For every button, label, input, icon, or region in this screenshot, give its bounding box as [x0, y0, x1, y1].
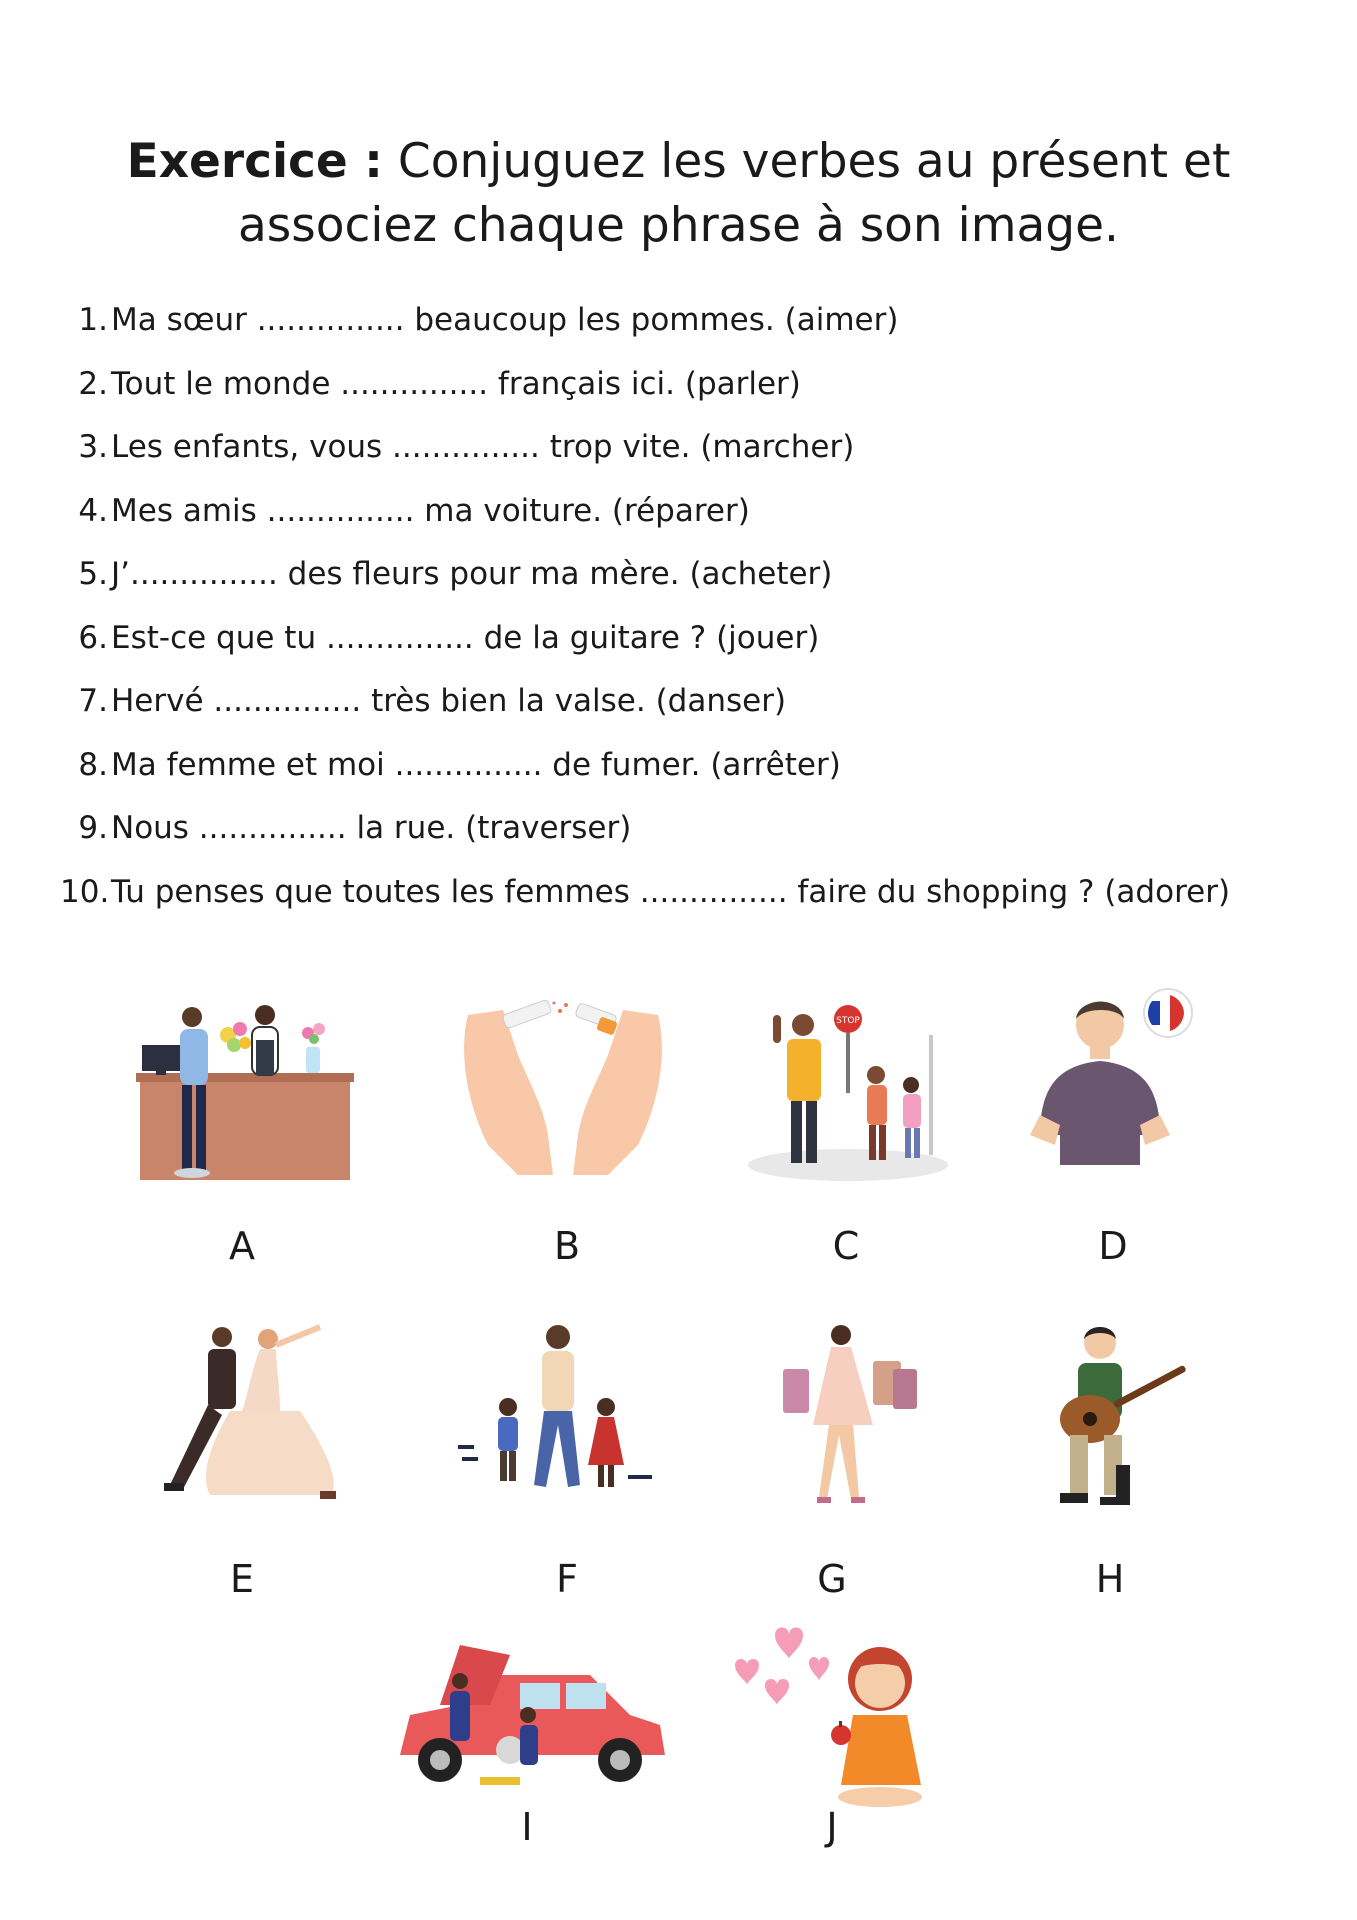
sentence-number: 10. [60, 873, 110, 910]
sentence-number: 7. [78, 683, 108, 719]
sentence-number: 1. [78, 302, 108, 338]
sentence-number: 8. [78, 746, 108, 783]
image-card-d [1000, 985, 1230, 1185]
image-card-f [448, 1315, 678, 1515]
image-card-b [448, 985, 678, 1185]
image-label-b: B [553, 1224, 581, 1268]
image-card-i [380, 1615, 670, 1815]
image-label-j: J [826, 1805, 838, 1849]
crossing-guard-illustration-icon [733, 985, 963, 1185]
exercise-label: Exercice : [126, 134, 383, 189]
sentence-text: Mes amis ............... ma voiture. (réparer) [111, 492, 750, 529]
stop-sign-text: STOP [836, 1016, 860, 1026]
sentence-item [60, 676, 1230, 740]
image-label-d: D [1098, 1224, 1128, 1268]
sentence-item [60, 486, 1230, 550]
sentence-text: J’............... des fleurs pour ma mère. (acheter) [111, 556, 833, 592]
image-label-g: G [817, 1557, 847, 1601]
family-walking-illustration-icon [448, 1315, 678, 1515]
car-repair-illustration-icon [380, 1615, 670, 1815]
sentence-number: 4. [78, 492, 108, 529]
sentence-item [60, 422, 1230, 486]
sentence-list [60, 295, 1230, 930]
sentence-item [60, 740, 1230, 804]
image-card-a [130, 985, 360, 1185]
image-card-c [733, 985, 963, 1185]
broken-cigarette-illustration-icon [448, 985, 678, 1185]
girl-with-apple-illustration-icon [725, 1615, 955, 1815]
image-label-h: H [1095, 1557, 1125, 1601]
exercise-instruction: Conjuguez les verbes au présent et associez chaque phrase à son image. [238, 134, 1231, 253]
sentence-number: 2. [78, 365, 108, 402]
flower-shop-illustration-icon [130, 985, 360, 1185]
sentence-item [60, 359, 1230, 423]
sentence-item [60, 549, 1230, 613]
image-card-g [733, 1315, 963, 1515]
guitar-player-illustration-icon [1000, 1315, 1230, 1515]
exercise-title [60, 130, 1297, 258]
sentence-text: Ma femme et moi ............... de fumer. (arrêter) [111, 746, 841, 783]
sentence-number: 9. [78, 810, 108, 846]
sentence-text: Tout le monde ............... français ici. (parler) [111, 365, 801, 402]
image-card-e [130, 1315, 360, 1515]
french-speaker-illustration-icon [1000, 985, 1230, 1185]
shopping-woman-illustration-icon [733, 1315, 963, 1515]
image-card-j [725, 1615, 955, 1815]
sentence-number: 5. [78, 556, 108, 592]
sentence-item [60, 803, 1230, 867]
image-card-h [1000, 1315, 1230, 1515]
sentence-item [60, 867, 1230, 931]
sentence-text: Les enfants, vous ............... trop vite. (marcher) [111, 429, 855, 465]
image-label-f: F [556, 1557, 578, 1601]
image-label-i: I [521, 1805, 533, 1849]
sentence-number: 6. [78, 619, 108, 656]
image-label-c: C [832, 1224, 860, 1268]
sentence-text: Tu penses que toutes les femmes ............... faire du shopping ? (adorer) [111, 873, 1231, 910]
sentence-item [60, 295, 1230, 359]
sentence-text: Hervé ............... très bien la valse. (danser) [111, 683, 787, 719]
sentence-text: Est-ce que tu ............... de la guitare ? (jouer) [111, 619, 820, 656]
dancing-couple-illustration-icon [130, 1315, 360, 1515]
sentence-text: Ma sœur ............... beaucoup les pommes. (aimer) [111, 302, 899, 338]
sentence-text: Nous ............... la rue. (traverser) [111, 810, 632, 846]
image-label-e: E [229, 1557, 254, 1601]
sentence-number: 3. [78, 429, 108, 465]
sentence-item [60, 613, 1230, 677]
image-label-a: A [229, 1224, 255, 1268]
